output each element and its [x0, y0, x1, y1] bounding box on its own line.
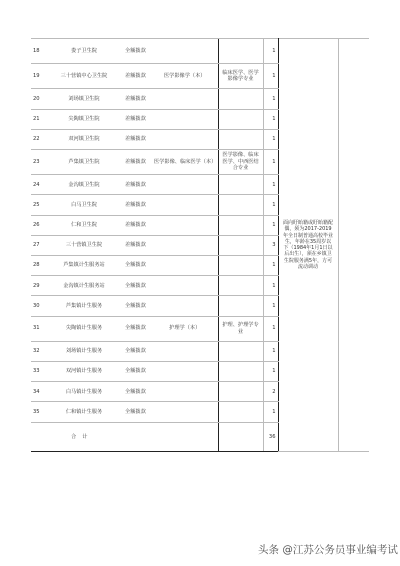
position-count: 1 [263, 89, 278, 109]
row-number: 30 [31, 296, 49, 316]
total-count: 36 [263, 422, 278, 451]
row-number: 31 [31, 316, 49, 341]
unit-name: 仁和卫生院 [49, 215, 119, 235]
funding-type: 差额拨款 [119, 109, 152, 129]
unit-name: 金沟镇计生服务站 [49, 276, 119, 296]
major-cell: 医学影像学（本） [152, 64, 218, 89]
recruitment-table [31, 38, 369, 452]
position-count: 2 [263, 382, 278, 402]
funding-type: 全额拨款 [119, 362, 152, 382]
row-number: 23 [31, 150, 49, 175]
unit-name: 白马卫生院 [49, 195, 119, 215]
position-count: 1 [263, 341, 278, 361]
row-number: 19 [31, 64, 49, 89]
funding-type: 差额拨款 [119, 235, 152, 255]
funding-type: 全额拨款 [119, 296, 152, 316]
unit-name: 三十营镇卫生院 [49, 235, 119, 255]
position-count: 1 [263, 276, 278, 296]
position-count: 1 [263, 256, 278, 276]
funding-type: 差额拨款 [119, 150, 152, 175]
funding-type: 差额拨款 [119, 89, 152, 109]
row-number: 27 [31, 235, 49, 255]
major-cell: 医学影像、临床医学（本） [152, 150, 218, 175]
funding-type: 差额拨款 [119, 129, 152, 149]
row-number: 33 [31, 362, 49, 382]
unit-name: 仁和镇计生服务 [49, 402, 119, 422]
unit-name: 双河镇计生服务 [49, 362, 119, 382]
row-number: 18 [31, 39, 49, 64]
position-count: 1 [263, 175, 278, 195]
row-number: 26 [31, 215, 49, 235]
funding-type: 全额拨款 [119, 402, 152, 422]
funding-type: 全额拨款 [119, 39, 152, 64]
unit-name: 芦集镇计生服务站 [49, 256, 119, 276]
degree-major-cell: 医学影像、临床医学、中西医结合专业 [218, 150, 263, 175]
funding-type: 全额拨款 [119, 256, 152, 276]
funding-type: 全额拨款 [119, 316, 152, 341]
unit-name: 刘场镇计生服务 [49, 341, 119, 361]
row-number: 25 [31, 195, 49, 215]
position-count: 1 [263, 215, 278, 235]
row-number: 24 [31, 175, 49, 195]
row-number: 22 [31, 129, 49, 149]
unit-name: 尖陶镇计生服务 [49, 316, 119, 341]
funding-type: 差额拨款 [119, 64, 152, 89]
row-number: 34 [31, 382, 49, 402]
row-number: 29 [31, 276, 49, 296]
funding-type: 差额拨款 [119, 215, 152, 235]
funding-type: 差额拨款 [119, 175, 152, 195]
watermark: 头条 @江苏公务员事业编考试 [258, 544, 398, 556]
position-count: 3 [263, 235, 278, 255]
unit-name: 刘场镇卫生院 [49, 89, 119, 109]
row-number: 21 [31, 109, 49, 129]
funding-type: 全额拨款 [119, 341, 152, 361]
unit-name: 芦集镇卫生院 [49, 150, 119, 175]
row-number: 28 [31, 256, 49, 276]
funding-type: 全额拨款 [119, 382, 152, 402]
unit-name: 娄子卫生院 [49, 39, 119, 64]
unit-name: 芦集镇计生服务 [49, 296, 119, 316]
requirements-note: 面向盱眙籍或盱眙籍配偶，须为2017-2019年全日制普通高校毕业生，年龄在35周岁以下（1984年1月1日以后出生），须在乡镇卫生院服务满5年，方可流动调动 [278, 39, 338, 452]
degree-major-cell: 护理、护理学专业 [218, 316, 263, 341]
funding-type: 差额拨款 [119, 195, 152, 215]
major-cell: 护理学（本） [152, 316, 218, 341]
unit-name: 尖陶镇卫生院 [49, 109, 119, 129]
unit-name: 双河镇卫生院 [49, 129, 119, 149]
position-count: 1 [263, 296, 278, 316]
total-label: 合计 [49, 422, 119, 451]
position-count: 1 [263, 64, 278, 89]
row-number: 35 [31, 402, 49, 422]
unit-name: 金沟镇卫生院 [49, 175, 119, 195]
unit-name: 白马镇计生服务 [49, 382, 119, 402]
unit-name: 三十营镇中心卫生院 [49, 64, 119, 89]
position-count: 1 [263, 195, 278, 215]
funding-type: 全额拨款 [119, 276, 152, 296]
row-number: 32 [31, 341, 49, 361]
position-count: 1 [263, 109, 278, 129]
position-count: 1 [263, 150, 278, 175]
position-count: 1 [263, 39, 278, 64]
row-number: 20 [31, 89, 49, 109]
table-row [31, 39, 369, 64]
position-count: 1 [263, 362, 278, 382]
position-count: 1 [263, 316, 278, 341]
degree-major-cell: 临床医学、医学影像学专业 [218, 64, 263, 89]
position-count: 1 [263, 402, 278, 422]
position-count: 1 [263, 129, 278, 149]
